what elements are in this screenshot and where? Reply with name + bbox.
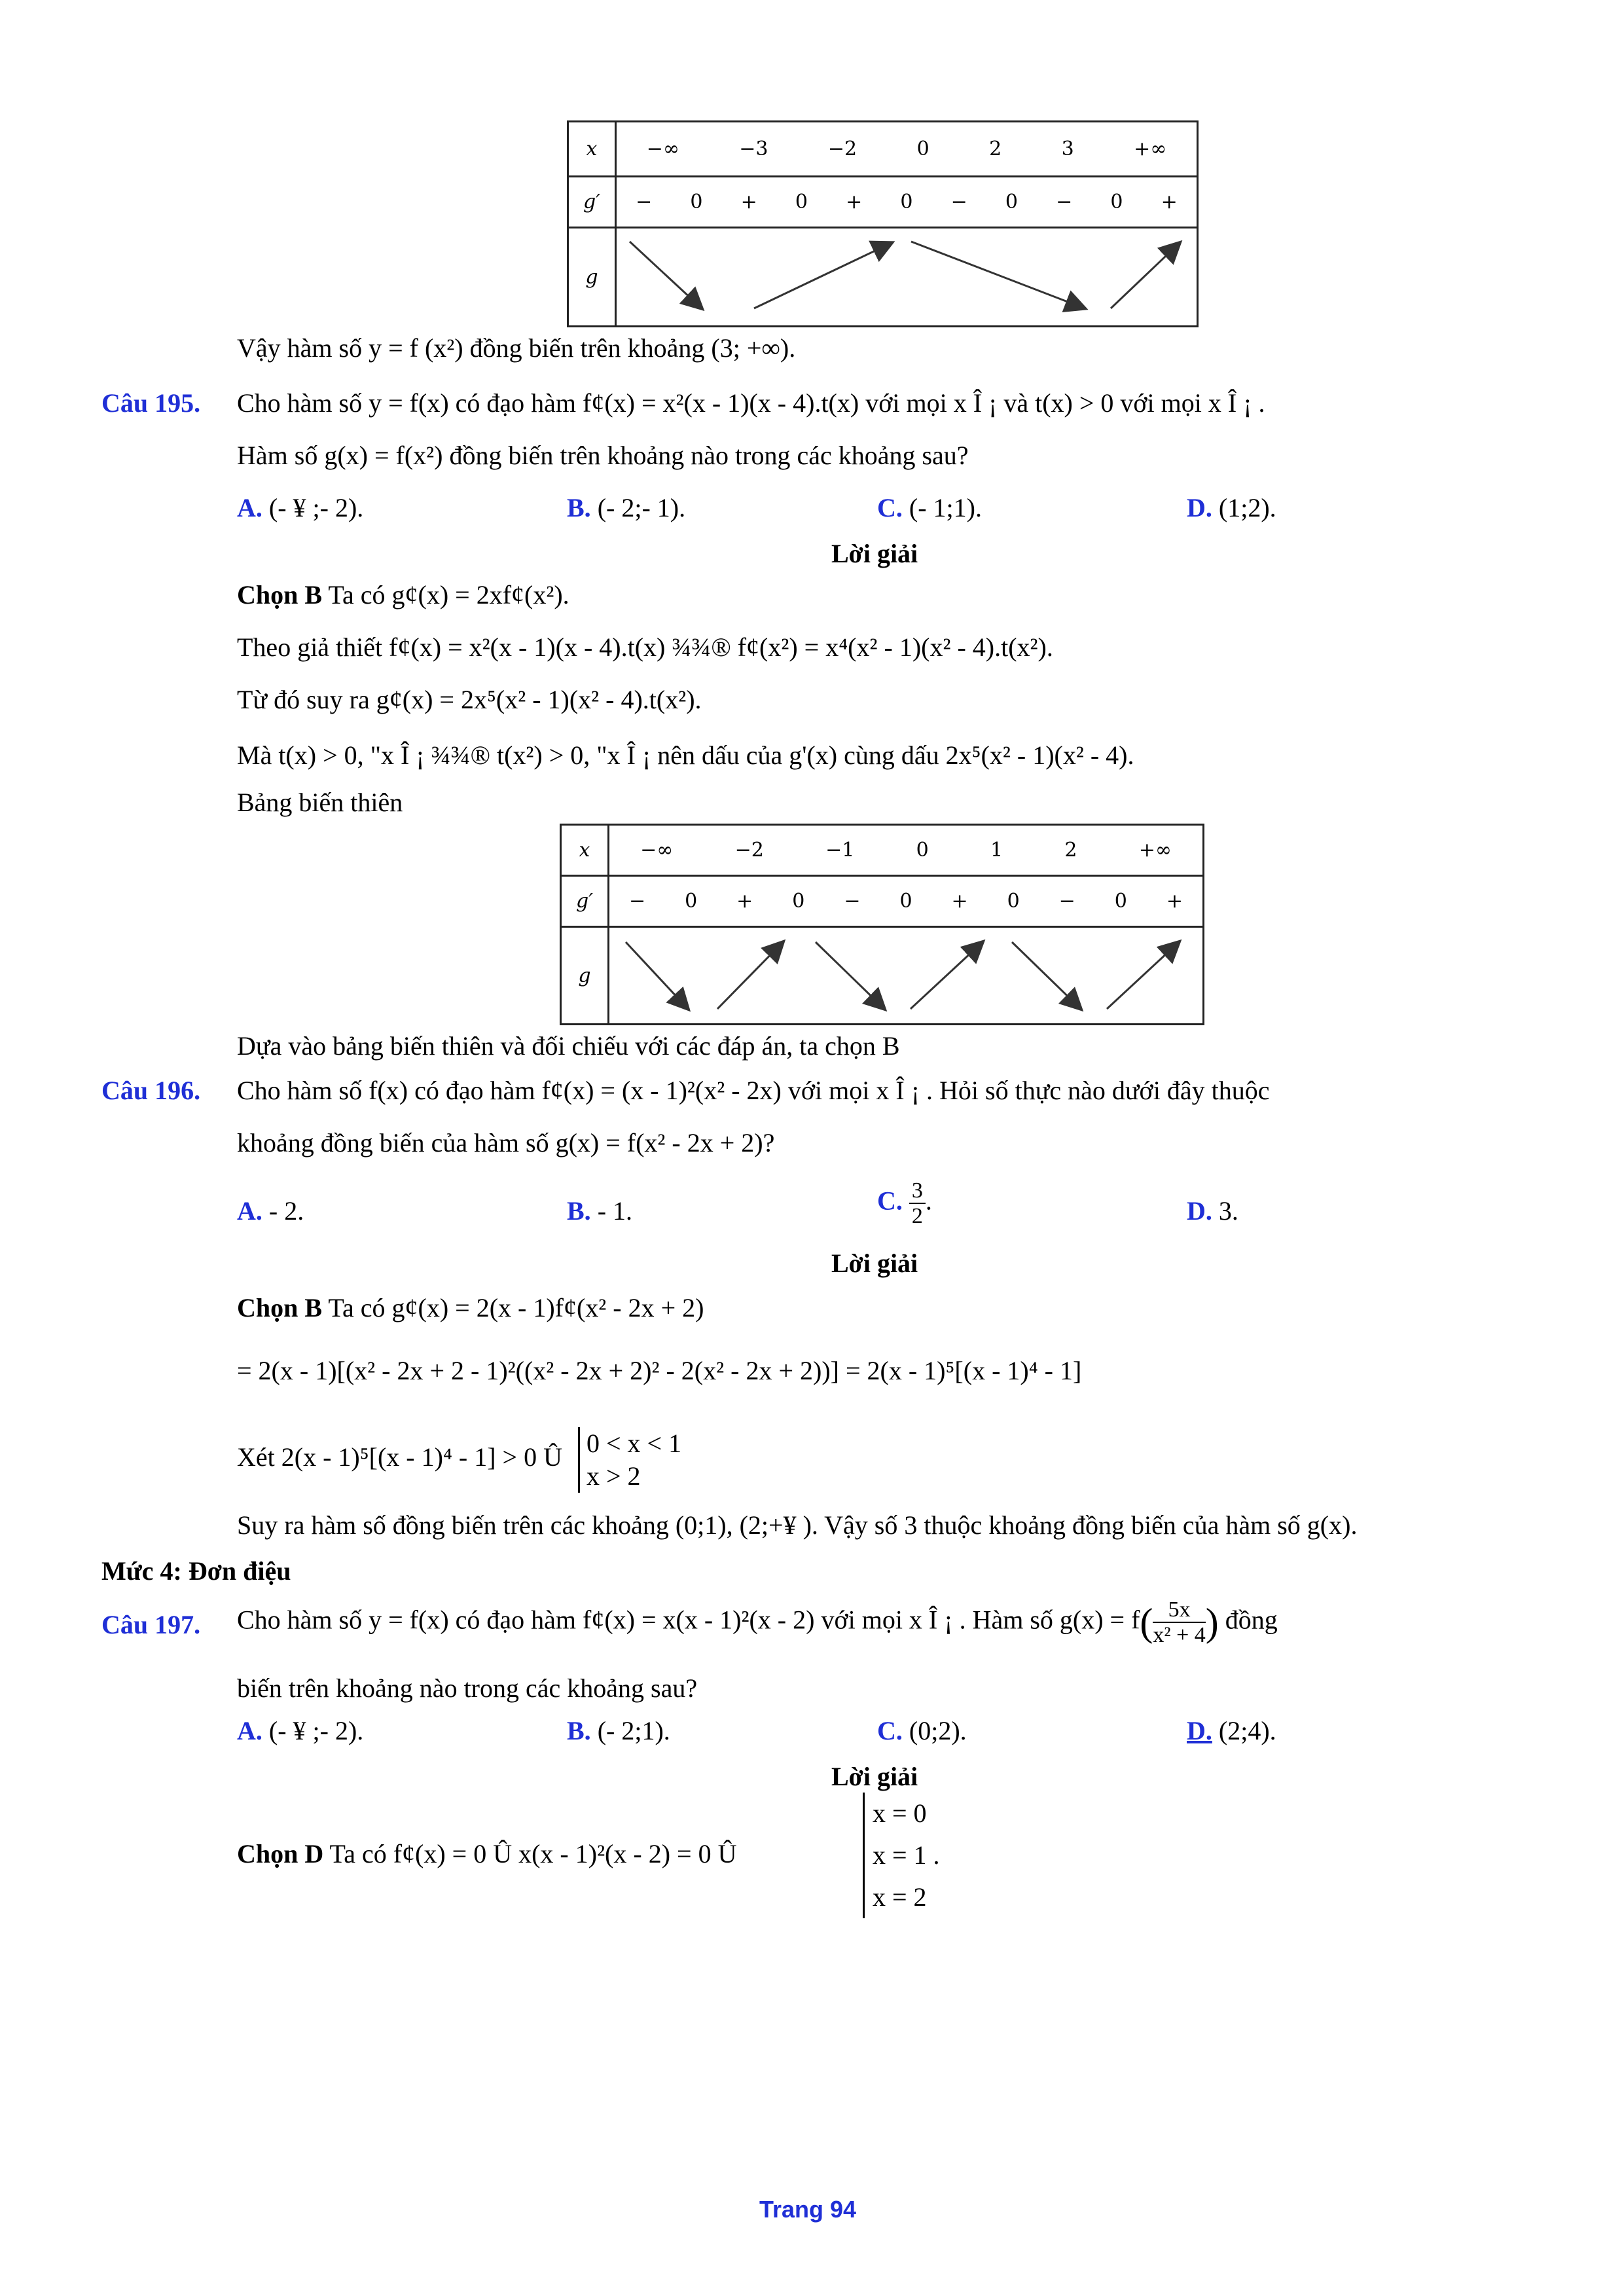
question-196-text2: khoảng đồng biến của hàm số g(x) = f(x² - 2x + 2)? [237, 1128, 775, 1157]
q197-option-d[interactable]: D. (2;4). [1187, 1716, 1276, 1745]
table1-x-value-3: 0 [916, 137, 929, 160]
table1-sign-6: − [950, 191, 967, 213]
q197-sol1: Chọn D Ta có f¢(x) = 0 Û x(x - 1)²(x - 2) = 0 Û [237, 1839, 737, 1868]
q195-option-a[interactable]: A. (- ¥ ;- 2). [237, 493, 364, 522]
q195-option-c[interactable]: C. (- 1;1). [877, 493, 982, 522]
q195-option-b[interactable]: B. (- 2;- 1). [567, 493, 686, 522]
table1-x-value-6: +∞ [1134, 137, 1167, 160]
arrow-up [1107, 942, 1179, 1009]
q195-sol3: Từ đó suy ra g¢(x) = 2x⁵(x² - 1)(x² - 4).t(x²). [237, 685, 702, 714]
q196-option-b[interactable]: B. - 1. [567, 1196, 633, 1226]
q196-solution-title: Lời giải [831, 1248, 918, 1278]
table2-x-value-3: 0 [916, 839, 929, 862]
q195-sol1: Chọn B Ta có g¢(x) = 2xf¢(x²). [237, 580, 569, 610]
table1-sign-2: + [740, 191, 757, 213]
table1-x-value-2: −2 [827, 137, 857, 160]
question-197-text1: Cho hàm số y = f(x) có đạo hàm f¢(x) = x(x - 1)²(x - 2) với mọi x Î ¡ . Hàm số g(x) = f( $\frac{5x}{\text{x² + 4}}$ ) đồng [237, 1597, 1278, 1648]
table1-x-value-4: 2 [989, 137, 1002, 160]
table2-sign-9: 0 [1114, 890, 1127, 913]
variation-table-2 [560, 824, 1204, 1025]
q197-cases: x = 0 x = 1 . x = 2 [863, 1793, 940, 1918]
table1-sign-3: 0 [795, 191, 808, 213]
q196-sol4: Suy ra hàm số đồng biến trên các khoảng (0;1), (2;+¥ ). Vậy số 3 thuộc khoảng đồng biến của hàm số g(x). [237, 1510, 1358, 1540]
q197-option-b[interactable]: B. (- 2;1). [567, 1716, 670, 1745]
table2-x-value-5: 2 [1064, 839, 1077, 862]
q195-sol4: Mà t(x) > 0, "x Î ¡ ¾¾® t(x²) > 0, "x Î ¡ nên dấu của g'(x) cùng dấu 2x⁵(x² - 1)(x² - 4). [237, 740, 1134, 770]
question-195-label: Câu 195. [101, 388, 201, 418]
q196-option-c[interactable]: C. $\frac{3}{2}$ . [877, 1178, 932, 1229]
arrow-down [1012, 942, 1081, 1009]
q197-option-c[interactable]: C. (0;2). [877, 1716, 967, 1745]
table1-x-value-1: −3 [739, 137, 768, 160]
table2-sign-5: 0 [899, 890, 912, 913]
arrow-down [911, 242, 1085, 308]
q197-solution-title: Lời giải [831, 1762, 918, 1791]
table1-x-label: x [568, 122, 616, 177]
arrow-down [816, 942, 884, 1009]
table2-sign-1: 0 [685, 890, 698, 913]
section-heading: Mức 4: Đơn điệu [101, 1556, 291, 1586]
table1-sign-9: 0 [1110, 191, 1123, 213]
table2-sign-3: 0 [792, 890, 805, 913]
table1-g-label: g [568, 228, 616, 327]
table1-gprime-label: g′ [568, 177, 616, 228]
page-footer: Trang 94 [759, 2196, 857, 2223]
arrow-down [630, 242, 702, 308]
table1-sign-0: − [636, 191, 653, 213]
table2-sign-row [609, 890, 1202, 913]
table2-g-label: g [561, 927, 609, 1025]
table2-sign-0: − [628, 890, 646, 913]
q195-solution-title: Lời giải [831, 539, 918, 568]
table2-sign-10: + [1166, 890, 1183, 913]
arrow-up [911, 942, 983, 1009]
table2-gprime-label: g′ [561, 876, 609, 927]
question-196-label: Câu 196. [101, 1076, 201, 1105]
table1-sign-7: 0 [1005, 191, 1018, 213]
table1-sign-row [617, 191, 1197, 213]
q195-option-d[interactable]: D. (1;2). [1187, 493, 1276, 522]
table2-arrows [609, 928, 1199, 1023]
arrow-up [1111, 243, 1180, 308]
table2-x-value-2: −1 [825, 839, 855, 862]
table2-x-row [609, 839, 1202, 862]
question-197-text2: biến trên khoảng nào trong các khoảng sau? [237, 1673, 698, 1703]
table2-x-value-4: 1 [990, 839, 1003, 862]
table2-sign-4: − [844, 890, 861, 913]
table1-sign-8: − [1056, 191, 1073, 213]
q196-sol3: Xét 2(x - 1)⁵[(x - 1)⁴ - 1] > 0 Û 0 < x < 1 x > 2 [237, 1427, 681, 1493]
q196-option-a[interactable]: A. - 2. [237, 1196, 304, 1226]
question-195-text1: Cho hàm số y = f(x) có đạo hàm f¢(x) = x²(x - 1)(x - 4).t(x) với mọi x Î ¡ và t(x) > 0 với mọi x Î ¡ . [237, 388, 1265, 418]
table2-sign-2: + [736, 890, 753, 913]
fraction-5x-over-x2-plus-4: $\frac{5x}{\text{x² + 4}}$ [1153, 1597, 1206, 1648]
table1-arrows [617, 228, 1193, 325]
table1-sign-5: 0 [900, 191, 913, 213]
table2-x-value-0: −∞ [640, 839, 674, 862]
question-196-text1: Cho hàm số f(x) có đạo hàm f¢(x) = (x - 1)²(x² - 2x) với mọi x Î ¡ . Hỏi số thực nào dưới đây thuộc [237, 1076, 1270, 1105]
q195-sol2: Theo giả thiết f¢(x) = x²(x - 1)(x - 4).t(x) ¾¾® f¢(x²) = x⁴(x² - 1)(x² - 4).t(x²). [237, 632, 1053, 662]
table2-sign-7: 0 [1007, 890, 1020, 913]
table2-x-label: x [561, 825, 609, 876]
arrow-up [754, 243, 892, 308]
question-195-text2: Hàm số g(x) = f(x²) đồng biến trên khoảng nào trong các khoảng sau? [237, 441, 969, 470]
table1-x-value-0: −∞ [646, 137, 679, 160]
fraction-three-halves: $\frac{3}{2}$ [909, 1178, 926, 1229]
q196-option-d[interactable]: D. 3. [1187, 1196, 1238, 1226]
arrow-up [717, 942, 783, 1009]
table1-x-row [617, 137, 1197, 160]
q196-sol2: = 2(x - 1)[(x² - 2x + 2 - 1)²((x² - 2x + 2)² - 2(x² - 2x + 2))] = 2(x - 1)⁵[(x - 1)⁴ - 1] [237, 1356, 1082, 1385]
table2-x-value-6: +∞ [1138, 839, 1172, 862]
table1-x-value-5: 3 [1061, 137, 1074, 160]
variation-table-1 [567, 120, 1199, 327]
table1-sign-1: 0 [690, 191, 703, 213]
arrow-down [626, 942, 688, 1009]
table1-sign-10: + [1161, 191, 1178, 213]
q195-sol5: Bảng biến thiên [237, 788, 403, 817]
table1-sign-4: + [846, 191, 863, 213]
conclusion-195: Vậy hàm số y = f (x²) đồng biến trên khoảng (3; +∞). [237, 333, 796, 363]
table2-sign-8: − [1058, 890, 1075, 913]
table2-x-value-1: −2 [734, 839, 764, 862]
question-197-label: Câu 197. [101, 1610, 201, 1639]
q197-option-a[interactable]: A. (- ¥ ;- 2). [237, 1716, 364, 1745]
table2-conclusion: Dựa vào bảng biến thiên và đối chiếu với các đáp án, ta chọn B [237, 1031, 900, 1061]
q196-sol1: Chọn B Ta có g¢(x) = 2(x - 1)f¢(x² - 2x + 2) [237, 1293, 704, 1322]
table2-sign-6: + [951, 890, 968, 913]
